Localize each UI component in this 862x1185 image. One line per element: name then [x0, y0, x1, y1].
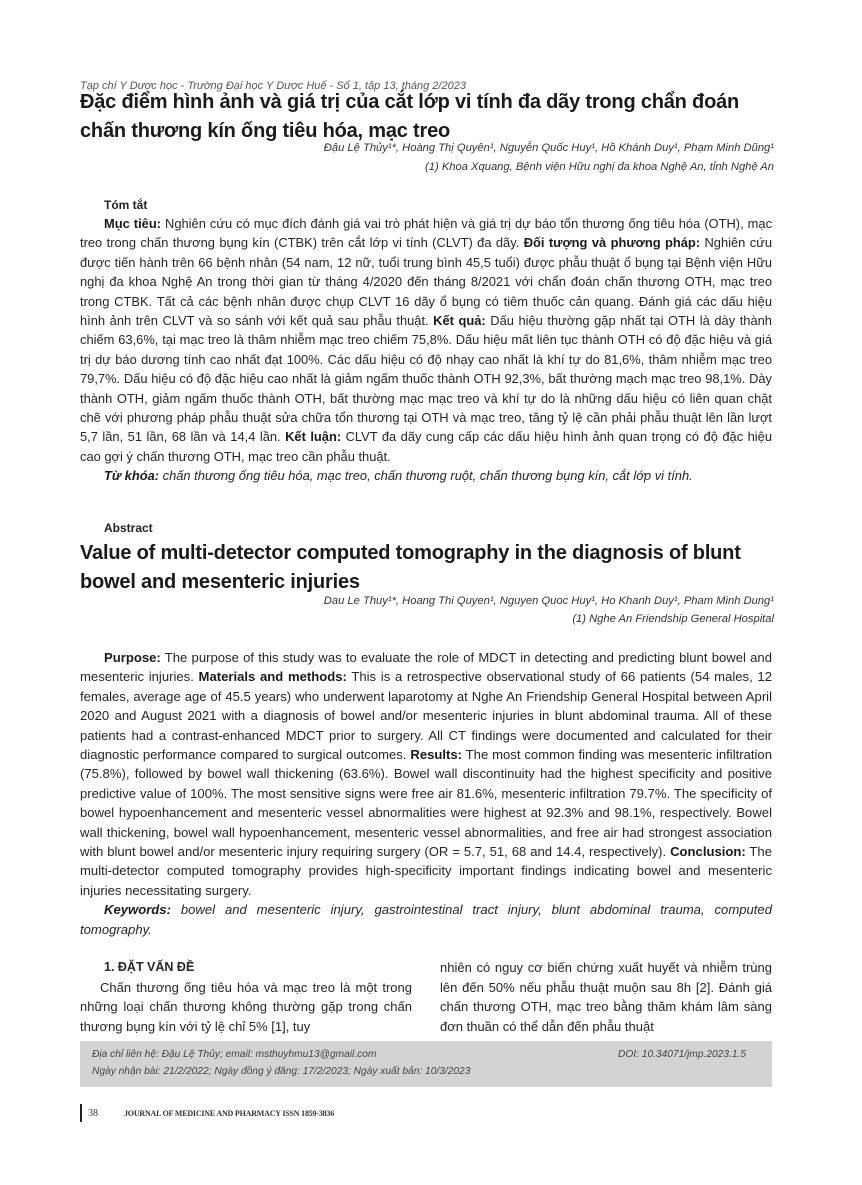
results-label: Results: [410, 747, 463, 763]
right-column [440, 958, 772, 1036]
section-heading: 1. ĐẶT VẤN ĐỀ [104, 960, 195, 974]
conclusion-text: The multi-detector computed tomography provides high-specificity important findings indicating bowel and mesenteric injuries necessitating surgery. [80, 844, 772, 898]
publication-dates: Ngày nhận bài: 21/2/2022; Ngày đồng ý đăng: 17/2/2023; Ngày xuất bản: 10/3/2023 [92, 1066, 471, 1077]
vietnamese-affiliation: (1) Khoa Xquang, Bệnh viện Hữu nghị đa khoa Nghệ An, tỉnh Nghệ An [425, 161, 774, 173]
journal-header: Tạp chí Y Dược học - Trường Đại học Y Dược Huế - Số 1, tập 13, tháng 2/2023 [80, 80, 466, 92]
english-authors: Dau Le Thuy¹*, Hoang Thi Quyen¹, Nguyen Quoc Huy¹, Ho Khanh Duy¹, Pham Minh Dung¹ [323, 595, 774, 607]
page-number: 38 [88, 1107, 98, 1119]
methods-text: This is a retrospective observational study of 66 patients (54 males, 12 females, average age of 45.5 years) who underwent laparotomy at Nghe An Friendship General Hospital between April 2020 and August 2021 with a diagnosis of bowel and/or mesenteric injuries in blunt abdominal trauma. All of these patients had a contrast-enhanced MDCT prior to surgery. All CT findings were documented and calculated for their diagnostic performance compared to surgical outcomes. [80, 669, 772, 763]
english-affiliation: (1) Nghe An Friendship General Hospital [572, 613, 774, 625]
page-footer [80, 1104, 334, 1122]
vietnamese-title: Đặc điểm hình ảnh và giá trị của cắt lớp vi tính đa dãy trong chẩn đoán chấn thương kín ống tiêu hóa, mạc treo [80, 91, 740, 142]
methods-label: Materials and methods: [198, 669, 347, 685]
keywords-text: chấn thương ống tiêu hóa, mạc treo, chấn thương ruột, chấn thương bụng kín, cắt lớp vi tính. [159, 468, 693, 484]
english-abstract [80, 648, 772, 939]
results-label: Kết quả: [433, 313, 486, 329]
correspondence-box [80, 1041, 772, 1087]
keywords-label: Từ khóa: [104, 468, 160, 484]
doi: DOI: 10.34071/jmp.2023.1.5 [618, 1049, 746, 1060]
body-columns [80, 958, 772, 1036]
left-column-text: Chấn thương ống tiêu hóa và mạc treo là một trong những loại chấn thương không thường gặp trong chấn thương bụng kín với tỷ lệ chỉ 5% [1], tuy [80, 979, 412, 1034]
purpose-text: The purpose of this study was to evaluate the role of MDCT in detecting and predicting blunt bowel and mesenteric injuries. [80, 650, 772, 685]
purpose-label: Purpose: [104, 650, 161, 665]
contact-info: Địa chỉ liên hệ: Đậu Lệ Thủy; email: msthuyhmu13@gmail.com [92, 1049, 377, 1060]
vietnamese-abstract [80, 214, 772, 486]
keywords-label: Keywords: [104, 902, 171, 918]
conclusion-label: Kết luận: [285, 429, 342, 445]
journal-name: JOURNAL OF MEDICINE AND PHARMACY ISSN 1859-3836 [124, 1108, 335, 1118]
objective-text: Nghiên cứu có mục đích đánh giá vai trò phát hiện và giá trị dự báo tổn thương ống tiêu hóa (OTH), mạc treo trong chấn thương bụng kín (CTBK) trên cắt lớp vi tính (CLVT) đa dãy. [80, 216, 773, 251]
objective-label: Mục tiêu: [104, 216, 162, 231]
left-column [80, 958, 412, 1036]
vietnamese-authors: Đậu Lệ Thủy¹*, Hoàng Thị Quyên¹, Nguyễn Quốc Huy¹, Hồ Khánh Duy¹, Phạm Minh Dũng¹ [323, 142, 774, 154]
results-text: The most common finding was mesenteric infiltration (75.8%), followed by bowel wall thickening (63.6%). Bowel wall discontinuity had the highest specificity and positive predictive value of 100%. The most sensitive signs were free air 81.6%, mesenteric infiltration 79.7%. The specificity of bowel hypoenhancement and mesenteric vessel abnormalities were highest at 92.3% and 98.1%, respectively. Bowel wall thickening, bowel wall hypoenhancement, mesenteric vessel abnormalities, and free air had strongest association with blunt bowel and/or mesenteric injury requiring surgery (OR = 5.7, 51, 68 and 14.4, respectively). [80, 747, 772, 860]
results-text: Dấu hiệu thường gặp nhất tại OTH là dày thành chiếm 63,6%, tại mạc treo là thâm nhiễm mạc treo chiếm 75,8%. Dấu hiệu mất liên tục thành OTH có độ đặc hiệu và giá trị dự báo dương tính cao nhất đạt 100%. Các dấu hiệu có độ nhạy cao nhất là khí tự do 81,6%, thâm nhiễm mạc treo 79,7%. Dấu hiệu có độ đặc hiệu cao nhất là giảm ngấm thuốc thành OTH 92,3%, bất thường mạch mạc treo 98,1%. Dày thành OTH, giảm ngấm thuốc thành OTH, bất thường mạc mạc treo và khí tự do là những dấu hiệu có liên quan chặt chẽ với phương pháp phẫu thuật sửa chữa tổn thương tại OTH và mạc treo, tăng tỷ lệ cần phải phẫu thuật lên lần lượt 5,7 lần, 51 lần, 68 lần và 14,4 lần. [80, 313, 772, 445]
summary-heading: Tóm tắt [104, 198, 148, 212]
abstract-heading: Abstract [104, 521, 153, 535]
keywords-text: bowel and mesenteric injury, gastrointestinal tract injury, blunt abdominal trauma, computed tomography. [80, 902, 772, 937]
methods-text: Nghiên cứu được tiến hành trên 66 bệnh nhân (54 nam, 12 nữ, tuổi trung bình 45,5 tuổi) được phẫu thuật ổ bụng tại Bệnh viện Hữu nghị đa khoa Nghệ An trong thời gian từ tháng 4/2020 đến tháng 8/2021 với chẩn đoán chấn thương OTH, mạc treo trong CTBK. Tất cả các bệnh nhân được chụp CLVT 16 dãy ổ bụng có tiêm thuốc cản quang. Đánh giá các dấu hiệu hình ảnh trên CLVT và so sánh với kết quả sau phẫu thuật. [80, 235, 772, 329]
conclusion-label: Conclusion: [670, 844, 746, 860]
english-title: Value of multi-detector computed tomography in the diagnosis of blunt bowel and mesenteric injuries [80, 542, 741, 593]
conclusion-text: CLVT đa dãy cung cấp các dấu hiệu hình ảnh quan trọng có độ đặc hiệu cao gợi ý chấn thương OTH, mạc treo cần phẫu thuật. [80, 429, 772, 464]
methods-label: Đối tượng và phương pháp: [523, 235, 701, 251]
right-column-text: nhiên có nguy cơ biến chứng xuất huyết và nhiễm trùng lên đến 50% nếu phẫu thuật muộn sau 8h [2]. Đánh giá chấn thương OTH, mạc treo bằng thăm khám lâm sàng đơn thuần có thể dẫn đến phẫu thuật [440, 960, 772, 1034]
